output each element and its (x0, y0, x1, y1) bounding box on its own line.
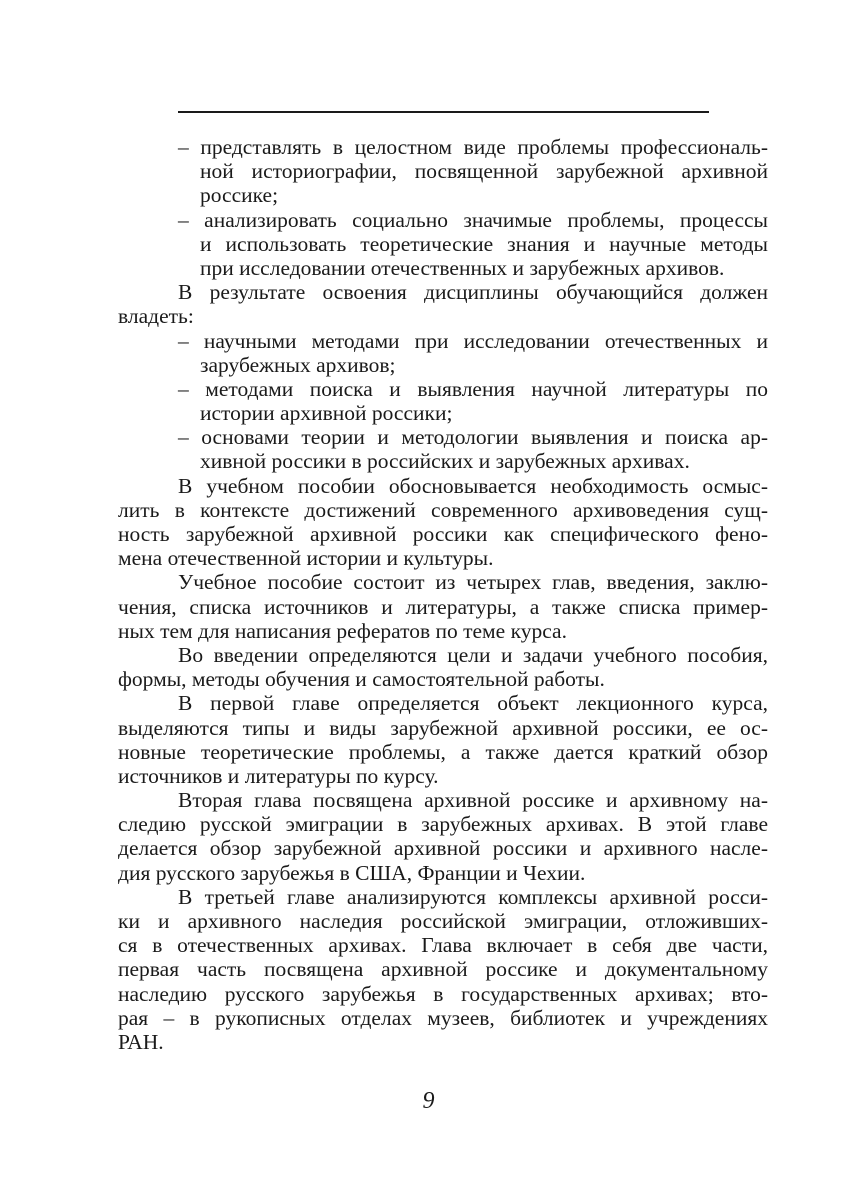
text-line: истории архивной россики; (200, 401, 453, 426)
text-line: лить в контексте достижений современного архивоведения сущ- (118, 497, 768, 522)
text-line: выделяются типы и виды зарубежной архивной россики, ее ос- (118, 715, 768, 740)
text-line: – анализировать социально значимые проблемы, процессы (178, 207, 768, 232)
text-line: при исследовании отечественных и зарубежных архивов. (200, 255, 725, 280)
text-line: Вторая глава посвящена архивной россике и архивному на- (178, 788, 768, 813)
text-line: – методами поиска и выявления научной литературы по (178, 376, 768, 401)
text-line: формы, методы обучения и самостоятельной работы. (118, 667, 605, 692)
text-line: Во введении определяются цели и задачи учебного пособия, (178, 642, 768, 667)
text-line: – научными методами при исследовании отечественных и (178, 328, 768, 353)
header-rule (178, 111, 709, 113)
text-line: ся в отечественных архивах. Глава включает в себя две части, (118, 933, 768, 958)
page-body (118, 135, 768, 1054)
text-line: РАН. (118, 1029, 164, 1054)
text-line: хивной россики в российских и зарубежных архивах. (200, 449, 690, 474)
text-line: – представлять в целостном виде проблемы профессиональ- (178, 135, 768, 159)
page-number: 9 (422, 1088, 435, 1114)
text-line: Учебное пособие состоит из четырех глав, введения, заклю- (178, 570, 768, 595)
text-line: наследию русского зарубежья в государственных архивах; вто- (118, 981, 768, 1006)
text-line: В результате освоения дисциплины обучающийся должен (178, 280, 768, 305)
text-line: ки и архивного наследия российской эмиграции, отложивших- (118, 909, 768, 933)
text-line: ных тем для написания рефератов по теме курса. (118, 618, 567, 643)
text-line: следию русской эмиграции в зарубежных архивах. В этой главе (118, 812, 768, 837)
text-line: и использовать теоретические знания и научные методы (200, 231, 768, 256)
text-line: дия русского зарубежья в США, Франции и Чехии. (118, 860, 586, 885)
text-line: новные теоретические проблемы, а также дается краткий обзор (118, 739, 768, 764)
text-line: рая – в рукописных отделах музеев, библиотек и учреждениях (118, 1005, 768, 1030)
text-line: ность зарубежной архивной россики как специфического фено- (118, 522, 768, 546)
text-line: владеть: (118, 304, 194, 329)
text-line: ной историографии, посвященной зарубежной архивной (200, 159, 768, 184)
text-line: делается обзор зарубежной архивной россики и архивного насле- (118, 836, 768, 861)
text-line: зарубежных архивов; (200, 352, 396, 377)
text-line: чения, списка источников и литературы, а также списка пример- (118, 594, 768, 619)
text-line: первая часть посвящена архивной россике и документальному (118, 957, 768, 982)
text-line: В третьей главе анализируются комплексы архивной росси- (178, 884, 768, 909)
text-line: россике; (200, 183, 279, 208)
text-line: В первой главе определяется объект лекционного курса, (178, 691, 768, 716)
text-line: В учебном пособии обосновывается необходимость осмыс- (178, 473, 768, 498)
text-line: мена отечественной истории и культуры. (118, 546, 494, 571)
text-line: – основами теории и методологии выявления и поиска ар- (178, 425, 768, 450)
text-line: источников и литературы по курсу. (118, 763, 439, 788)
